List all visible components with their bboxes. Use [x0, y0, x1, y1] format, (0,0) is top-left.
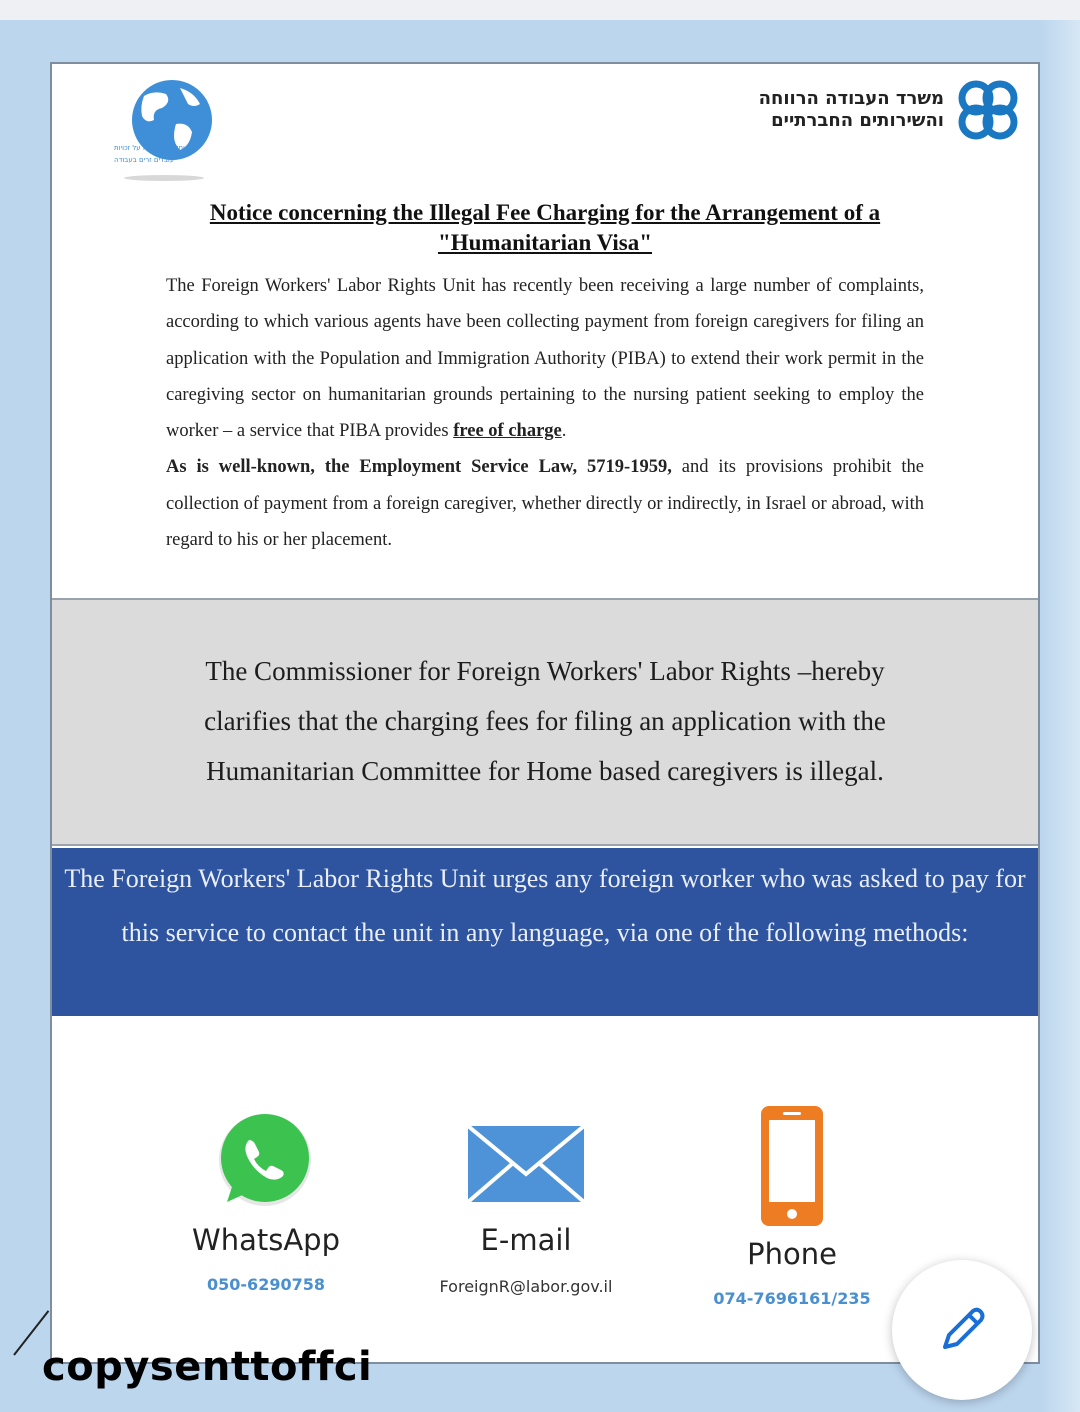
frame-edge	[1040, 20, 1080, 1412]
paragraph-2	[166, 449, 924, 558]
ministry-line-2: והשירותים החברתיים	[771, 110, 944, 131]
watermark-text: copysenttoffci	[42, 1344, 373, 1390]
email-label: E-mail	[480, 1223, 572, 1257]
phone-number[interactable]: 074-7696161/235	[713, 1289, 871, 1308]
paragraph-1-text: The Foreign Workers' Labor Rights Unit has recently been receiving a large number of complaints, according to which various agents have been collecting payment from foreign caregivers for filing an application with the Population and Immigration Authority (PIBA) to extend their work permit in the caregiving sector on humanitarian grounds pertaining to the nursing patient seeking to employ the worker – a service that PIBA provides	[166, 276, 924, 442]
email-address[interactable]: ForeignR@labor.gov.il	[439, 1277, 613, 1296]
frame-top	[0, 0, 1080, 20]
whatsapp-label: WhatsApp	[192, 1223, 340, 1257]
ministry-name	[759, 88, 944, 132]
urge-text: The Foreign Workers' Labor Rights Unit urges any foreign worker who was asked to pay for this service to contact the unit in any language, via one of the following methods:	[64, 864, 1026, 947]
envelope-icon	[466, 1124, 586, 1204]
ministry-emblem-icon	[956, 78, 1020, 142]
urge-box	[52, 848, 1038, 1016]
ministry-logo	[759, 78, 1020, 142]
whatsapp-icon	[211, 1112, 321, 1212]
left-logo-text-1: יחידת הממונה על זכויות	[114, 144, 185, 152]
contact-email	[426, 1124, 626, 1296]
ministry-line-1: משרד העבודה הרווחה	[758, 88, 944, 109]
paragraph-1-end: .	[561, 421, 567, 442]
pencil-icon	[935, 1303, 989, 1357]
notice-title	[52, 198, 1038, 258]
notice-body	[166, 268, 924, 558]
law-reference: As is well-known, the Employment Service Law, 5719-1959,	[166, 457, 672, 478]
commissioner-box	[52, 598, 1038, 846]
left-logo-text-2: עובדים זרים בעבודה	[114, 156, 175, 164]
free-of-charge-text: free of charge	[453, 421, 562, 442]
paragraph-1	[166, 268, 924, 449]
document-page	[50, 62, 1040, 1364]
notice-title-line-2: "Humanitarian Visa"	[437, 230, 653, 255]
paragraph-2-text: and its provisions prohibit the collection of payment from a foreign caregiver, whether directly or indirectly, in Israel or abroad, with regard to his or her placement.	[166, 457, 924, 551]
whatsapp-number[interactable]: 050-6290758	[207, 1275, 325, 1294]
commissioner-text: The Commissioner for Foreign Workers' Labor Rights –hereby clarifies that the charging fees for filing an application with the Humanitarian Committee for Home based caregivers is illegal.	[204, 656, 886, 786]
notice-title-line-1: Notice concerning the Illegal Fee Charging for the Arrangement of a	[209, 200, 881, 225]
contact-whatsapp	[166, 1112, 366, 1294]
contact-phone	[692, 1104, 892, 1308]
phone-icon	[757, 1104, 827, 1228]
phone-label: Phone	[747, 1237, 837, 1271]
globe-logo-icon	[114, 78, 214, 182]
edit-button[interactable]	[892, 1260, 1032, 1400]
